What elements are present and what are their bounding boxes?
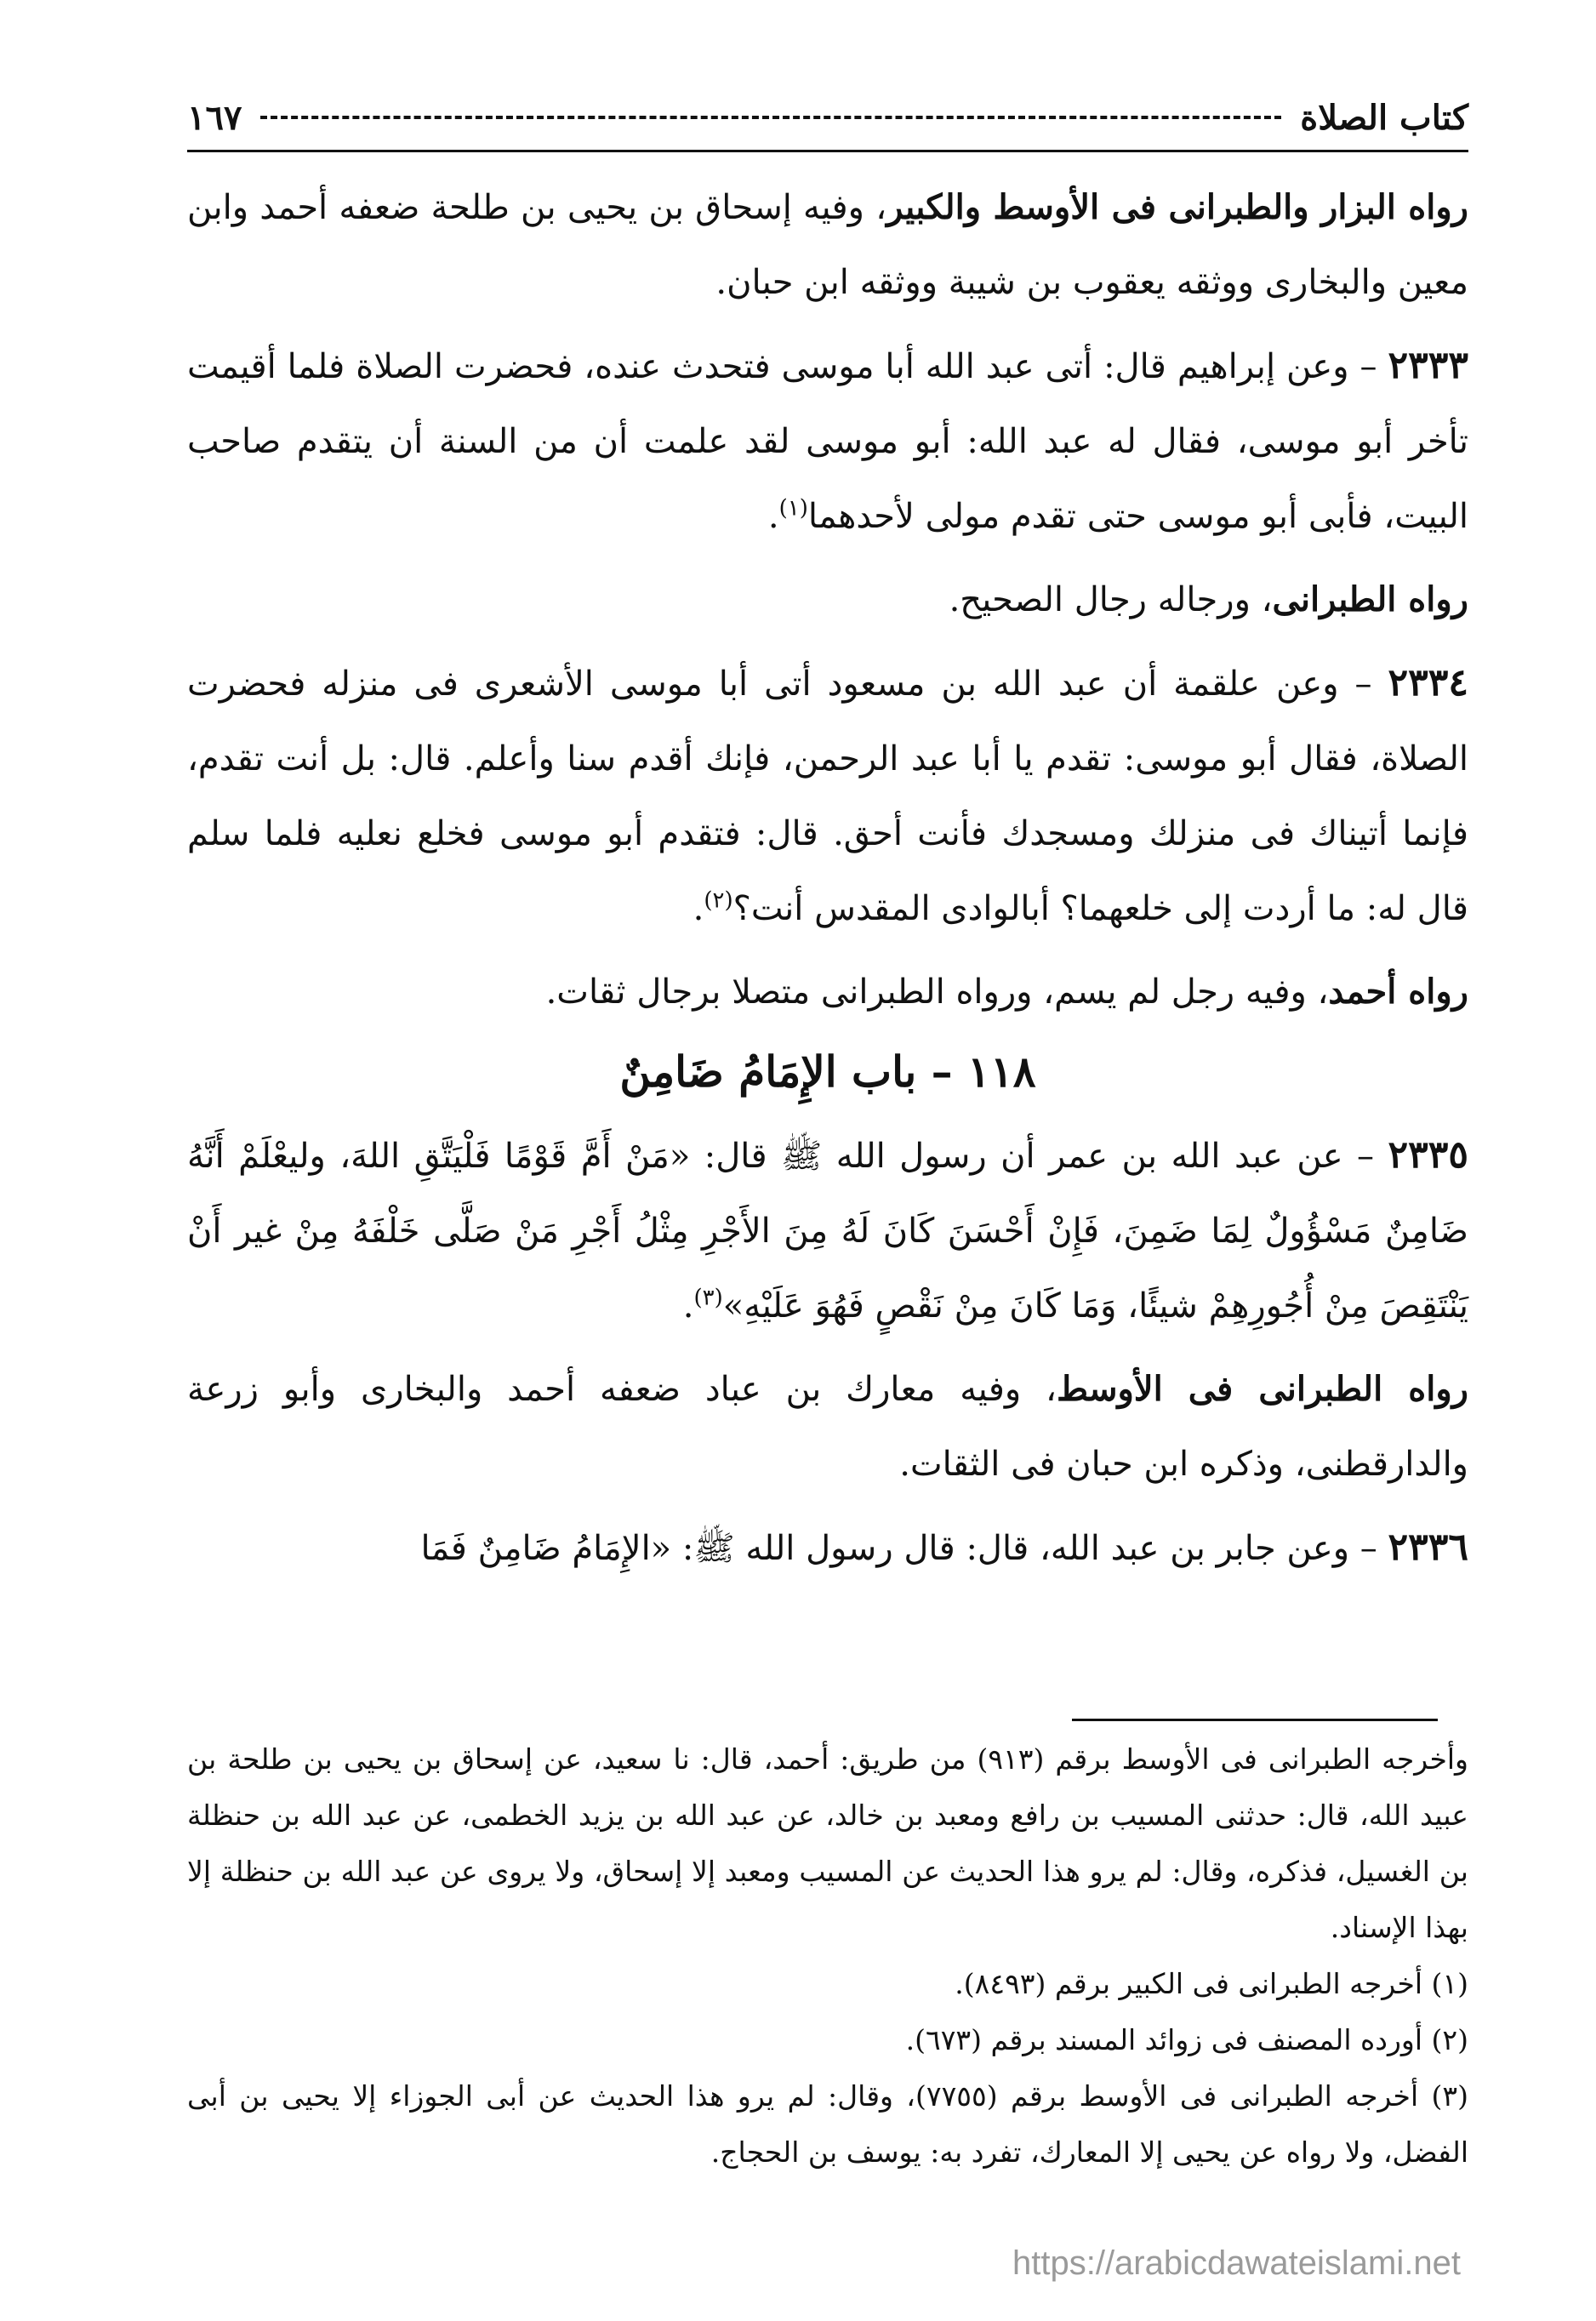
- hadith-number: ٢٣٣٤: [1388, 661, 1468, 704]
- page-number: ١٦٧: [187, 97, 242, 138]
- footnote-separator: [1072, 1719, 1438, 1721]
- footnote-1: (١) أخرجه الطبرانى فى الكبير برقم (٨٤٩٣).: [955, 1967, 1468, 2000]
- footnote-3: (٣) أخرجه الطبرانى فى الأوسط برقم (٧٧٥٥)، وقال: لم يرو هذا الحديث عن أبى الجوزاء إلا يحيى بن أبى الفضل، ولا رواه عن يحيى إلا المعارك، تفرد به: يوسف بن الحجاج.: [187, 2079, 1469, 2169]
- source-attribution: رواه أحمد: [1328, 972, 1468, 1012]
- website-watermark: https://arabicdawateislami.net: [1012, 2244, 1461, 2282]
- hadith-text: – وعن علقمة أن عبد الله بن مسعود أتى أبا موسى الأشعرى فى منزله فحضرت الصلاة، فقال أبو موسى: تقدم يا أبا عبد الرحمن، فإنك أقدم سنا وأعلم. قال: بل أنت تقدم، فإنما أتيناك فى منزلك ومسجدك فأنت أحق. قال: فتقدم أبو موسى فخلع نعليه فلما سلم قال له: ما أردت إلى خلعهما؟ أبالوادى المقدس أنت؟: [187, 664, 1468, 928]
- footnote-marker: (١): [778, 495, 808, 522]
- header-dashed-rule: [260, 116, 1281, 119]
- source-attribution: رواه الطبرانى: [1272, 579, 1468, 619]
- footnote-marker: (٣): [693, 1285, 723, 1311]
- paragraph-text: ، وفيه رجل لم يسم، ورواه الطبرانى متصلا برجال ثقات.: [545, 972, 1329, 1012]
- hadith-text: – وعن جابر بن عبد الله، قال: قال رسول الله ﷺ: «الإِمَامُ ضَامِنٌ فَمَا: [420, 1529, 1388, 1568]
- footnote-2: (٢) أورده المصنف فى زوائد المسند برقم (٦٧٣).: [905, 2023, 1468, 2056]
- hadith-text: – عن عبد الله بن عمر أن رسول الله ﷺ قال: «مَنْ أَمَّ قَوْمًا فَلْيَتَّقِ اللهَ، وليعْلَمْ أَنَّهُ ضَامِنٌ مَسْؤُولٌ لِمَا ضَمِنَ، فَإِنْ أَحْسَنَ كَانَ لَهُ مِنَ الأَجْرِ مِثْلُ أَجْرِ مَنْ صَلَّى خَلْفَهُ مِنْ غير أَنْ يَنْتَقِصَ مِنْ أُجُورِهِمْ شيئًا، وَمَا كَانَ مِنْ نَقْصٍ فَهُوَ عَلَيْهِ»: [187, 1137, 1468, 1326]
- sentence-end: .: [767, 497, 779, 536]
- hadith-paragraph: [187, 1510, 1468, 1586]
- hadith-number: ٢٣٣٦: [1388, 1525, 1468, 1569]
- book-section-title: كتاب الصلاة: [1300, 97, 1468, 138]
- hadith-number: ٢٣٣٥: [1388, 1133, 1468, 1177]
- chapter-heading: ١١٨ – باب الإِمَامُ ضَامِنٌ: [619, 1046, 1036, 1097]
- main-text: [187, 170, 1468, 1594]
- paragraph-text: ، ورجاله رجال الصحيح.: [949, 580, 1273, 619]
- hadith-paragraph: [187, 1118, 1468, 1343]
- commentary-paragraph: [187, 562, 1468, 637]
- hadith-paragraph: [187, 646, 1468, 946]
- sentence-end: .: [682, 1286, 694, 1326]
- running-header: [187, 92, 1468, 143]
- sentence-end: .: [693, 889, 704, 928]
- paragraph-text: ، وفيه إسحاق بن يحيى بن طلحة ضعفه أحمد وابن معين والبخارى ووثقه يعقوب بن شيبة ووثقه ابن حبان.: [187, 188, 1468, 302]
- footnotes: [187, 1731, 1468, 2181]
- footnote-marker: (٢): [704, 887, 733, 914]
- hadith-number: ٢٣٣٣: [1388, 344, 1468, 387]
- hadith-text: – وعن إبراهيم قال: أتى عبد الله أبا موسى فتحدث عنده، فحضرت الصلاة فلما أقيمت تأخر أبو موسى، فقال له عبد الله: أبو موسى لقد علمت أن من السنة أن يتقدم صاحب البيت، فأبى أبو موسى حتى تقدم مولى لأحدهما: [187, 347, 1468, 536]
- commentary-paragraph: [187, 1352, 1468, 1502]
- header-underline: [187, 150, 1468, 152]
- source-attribution: رواه الطبرانى فى الأوسط: [1056, 1369, 1468, 1409]
- commentary-paragraph: [187, 170, 1468, 320]
- commentary-paragraph: [187, 955, 1468, 1029]
- paragraph-text: ، وفيه معارك بن عباد ضعفه أحمد والبخارى وأبو زرعة والدارقطنى، وذكره ابن حبان فى الثقات.: [187, 1370, 1468, 1484]
- hadith-paragraph: [187, 328, 1468, 554]
- source-attribution: رواه البزار والطبرانى فى الأوسط والكبير: [886, 187, 1468, 227]
- footnote-continuation: وأخرجه الطبرانى فى الأوسط برقم (٩١٣) من طريق: أحمد، قال: نا سعيد، عن إسحاق بن يحيى بن طلحة بن عبيد الله، قال: حدثنى المسيب بن رافع ومعبد بن خالد، عن عبد الله بن يزيد الخطمى، عن عبد الله بن حنظلة بن الغسيل، فذكره، وقال: لم يرو هذا الحديث عن المسيب ومعبد إلا إسحاق، ولا يروى عن عبد الله بن حنظلة إلا بهذا الإسناد.: [187, 1742, 1468, 1944]
